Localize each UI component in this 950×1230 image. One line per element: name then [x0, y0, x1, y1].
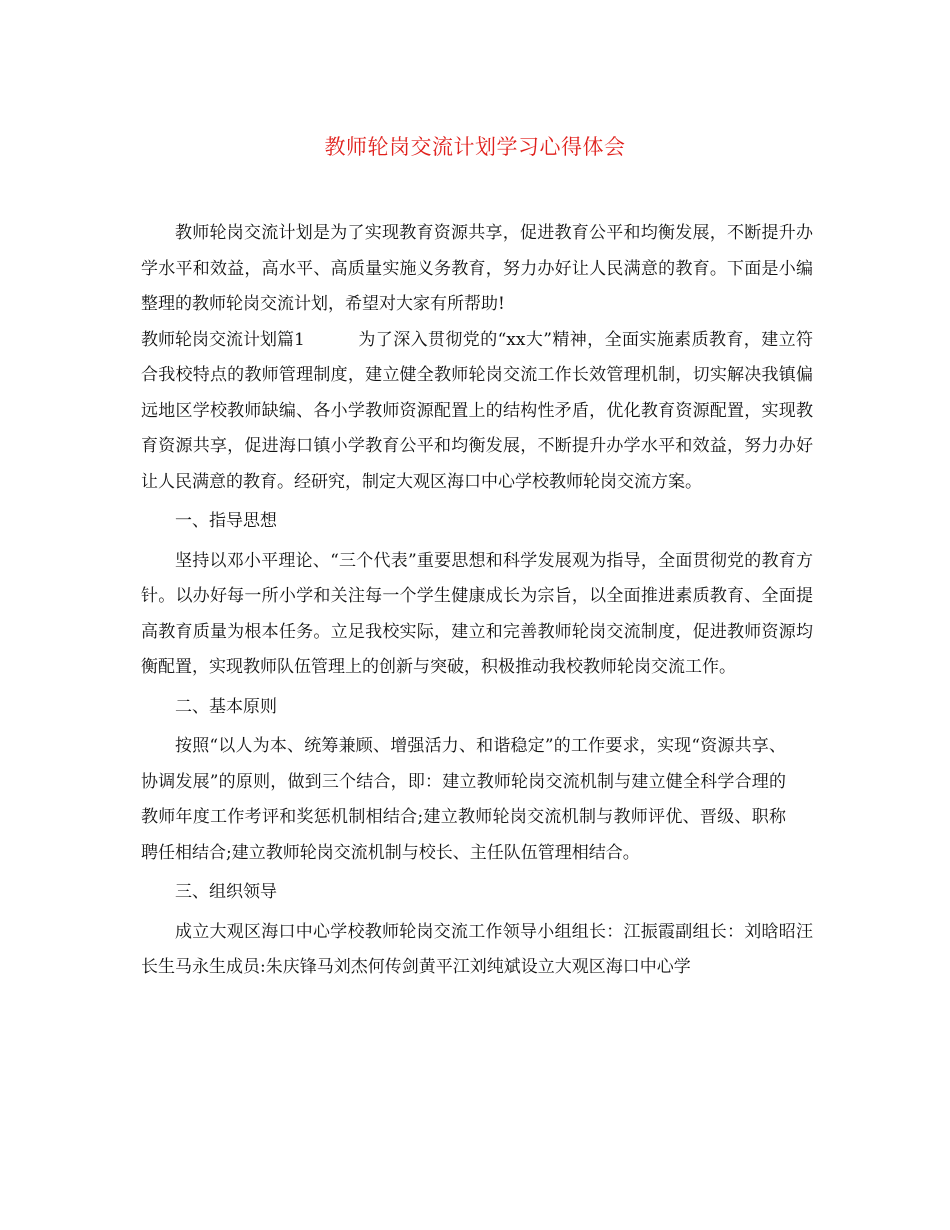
section2-paragraph: 按照“以人为本、统筹兼顾、增强活力、和谐稳定”的工作要求，实现“资源共享、协调发展”的原则，做到三个结合，即：建立教师轮岗交流机制与建立健全科学合理的教师年度工作考评和奖惩机制相结合;建立教师轮岗交流机制与教师评优、晋级、职称聘任相结合;建立教师轮岗交流机制与校长、主任队伍管理相结合。	[141, 736, 786, 863]
section1-heading: 一、指导思想	[175, 511, 277, 531]
section2-heading: 二、基本原则	[175, 696, 277, 717]
section3-paragraph: 成立大观区海口中心学校教师轮岗交流工作领导小组组长：江振霞副组长：刘晗昭汪长生马永生成员:朱庆锋马刘杰何传剑黄平江刘纯斌设立大观区海口中心学	[141, 921, 813, 977]
document-title: 教师轮岗交流计划学习心得体会	[324, 135, 626, 159]
intro-paragraph: 教师轮岗交流计划是为了实现教育资源共享，促进教育公平和均衡发展，不断提升办学水平和效益，高水平、高质量实施义务教育，努力办好让人民满意的教育。下面是小编整理的教师轮岗交流计划，希望对大家有所帮助!	[141, 223, 813, 314]
section3-heading: 三、组织领导	[175, 882, 277, 902]
plan-label: 教师轮岗交流计划篇1	[141, 329, 305, 350]
document-body	[141, 216, 813, 986]
section1-paragraph: 坚持以邓小平理论、“三个代表”重要思想和科学发展观为指导，全面贯彻党的教育方针。以办好每一所小学和关注每一个学生健康成长为宗旨，以全面推进素质教育、全面提高教育质量为根本任务。立足我校实际，建立和完善教师轮岗交流制度，促进教师资源均衡配置，实现教师队伍管理上的创新与突破，积极推动我校教师轮岗交流工作。	[141, 550, 813, 677]
plan-text: 为了深入贯彻党的“xx大”精神，全面实施素质教育，建立符合我校特点的教师管理制度，建立健全教师轮岗交流工作长效管理机制，切实解决我镇偏远地区学校教师缺编、各小学教师资源配置上的结构性矛盾，优化教育资源配置，实现教育资源共享，促进海口镇小学教育公平和均衡发展，不断提升办学水平和效益，努力办好让人民满意的教育。经研究，制定大观区海口中心学校教师轮岗交流方案。	[141, 329, 813, 492]
plan-paragraph	[141, 323, 813, 501]
